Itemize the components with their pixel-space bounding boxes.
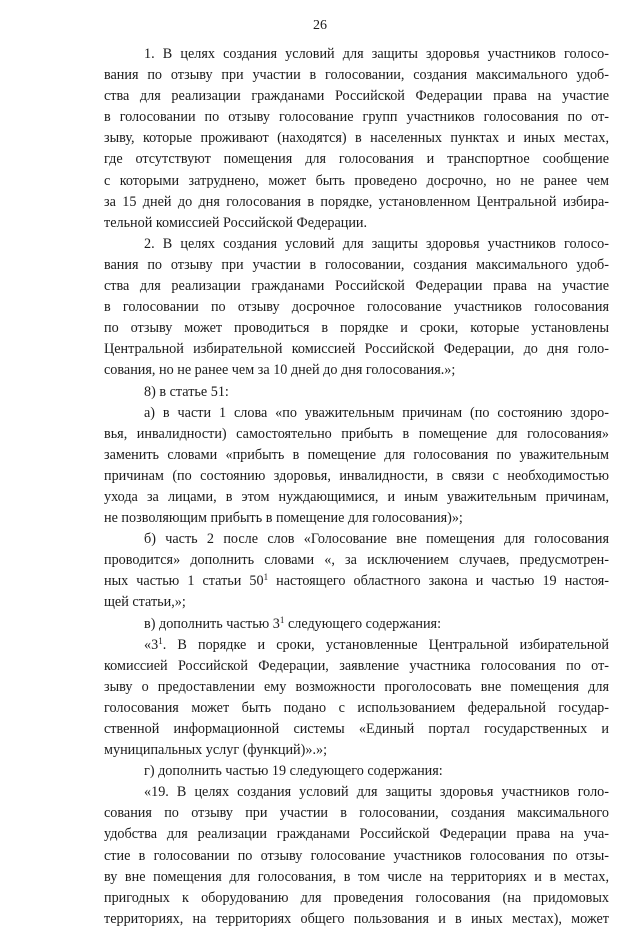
text-segment: вья, инвалидности) самостоятельно прибыть в помещение для голосования» <box>104 425 609 442</box>
text-segment: зыву, которые проживают (находятся) в населенных пунктах и иных местах, <box>104 130 609 147</box>
text-line <box>104 171 609 192</box>
text-segment: пригодных к оборудованию для проведения голосования (на придомовых <box>104 889 609 906</box>
text-line <box>104 719 609 740</box>
text-segment: причинам (по состоянию здоровья, инвалидности, в связи с необходимостью <box>104 467 609 484</box>
text-line <box>104 297 609 318</box>
text-line <box>104 487 609 508</box>
text-segment: проводится» дополнить словами «, за исключением случаев, предусмотрен- <box>104 552 609 569</box>
text-line <box>104 445 609 466</box>
text-segment: за 15 дней до дня голосования в порядке, установленном Центральной избира- <box>104 193 609 210</box>
text-segment: ства для реализации гражданами Российской Федерации права на участие <box>104 278 609 295</box>
text-segment: «19. В целях создания условий для защиты здоровья участников голо- <box>144 784 609 801</box>
text-line <box>104 761 609 782</box>
text-line <box>104 529 609 550</box>
text-line <box>104 318 609 339</box>
text-line <box>104 677 609 698</box>
text-segment: удобства для реализации гражданами Российской Федерации права на уча- <box>104 826 609 843</box>
text-segment: вания по отзыву при участии в голосовании, создания максимального удоб- <box>104 67 609 84</box>
text-line <box>104 740 609 761</box>
text-line <box>104 824 609 845</box>
text-line <box>104 846 609 867</box>
text-line <box>104 107 609 128</box>
text-segment: стие в голосовании по отзыву голосование участников голосования по отзы- <box>104 847 609 864</box>
text-line <box>104 888 609 909</box>
text-line <box>104 360 609 381</box>
text-segment: не позволяющим прибыть в помещение для голосования)»; <box>104 510 463 527</box>
superscript: 1 <box>263 572 269 583</box>
text-segment: «3 <box>144 636 159 653</box>
page-number: 26 <box>313 18 327 33</box>
text-line <box>104 234 609 255</box>
text-segment: комиссией Российской Федерации, заявление участника голосования по от- <box>104 657 609 674</box>
text-segment: настоящего областного закона и частью 19 настоя- <box>268 573 609 590</box>
text-segment: зыву о предоставлении ему возможности проголосовать вне помещения для <box>104 678 609 695</box>
text-segment: в голосовании по отзыву голосование групп участников голосования по от- <box>104 109 609 126</box>
text-segment: где отсутствуют помещения для голосования и транспортное сообщение <box>104 151 609 168</box>
text-segment: территориях, на территориях общего пользования и в иных местах), может <box>104 910 609 927</box>
text-segment: ухода за лицами, в этом нуждающимися, и иным уважительным причинам, <box>104 488 609 505</box>
text-line <box>104 466 609 487</box>
text-line <box>104 276 609 297</box>
text-segment: . В порядке и сроки, установленные Центральной избирательной <box>162 636 609 653</box>
text-line <box>104 382 609 403</box>
text-segment: 8) в статье 51: <box>144 383 229 400</box>
text-line <box>104 424 609 445</box>
text-segment: ства для реализации гражданами Российской Федерации права на участие <box>104 88 609 105</box>
text-segment: заменить словами «прибыть в помещение для голосования по уважительным <box>104 446 609 463</box>
text-segment: следующего содержания: <box>284 615 442 632</box>
text-segment: в) дополнить частью 3 <box>144 615 280 632</box>
text-segment: а) в части 1 слова «по уважительным причинам (по состоянию здоро- <box>144 404 609 421</box>
text-line <box>104 782 609 803</box>
text-segment: голосования может быть подано с использованием федеральной государ- <box>104 699 609 716</box>
text-segment: ственной информационной системы «Единый портал государственных и <box>104 721 609 737</box>
text-line <box>104 65 609 86</box>
text-line <box>104 867 609 888</box>
superscript: 1 <box>158 635 163 646</box>
text-segment: ву вне помещения для голосования, в том числе на территориях и в местах, <box>104 868 609 885</box>
text-segment: тельной комиссией Российской Федерации. <box>104 214 368 231</box>
text-line <box>104 550 609 571</box>
text-segment: ных частью 1 статьи 50 <box>104 573 264 590</box>
text-line <box>104 149 609 170</box>
text-line <box>104 635 609 656</box>
text-line <box>104 128 609 149</box>
text-segment: вания по отзыву при участии в голосовании, создания максимального удоб- <box>104 256 609 273</box>
text-line <box>104 571 609 592</box>
text-line <box>104 86 609 107</box>
superscript: 1 <box>279 614 285 625</box>
text-line <box>104 339 609 360</box>
text-line <box>104 656 609 677</box>
text-segment: по отзыву может проводиться в порядке и сроки, которые установлены <box>104 320 609 337</box>
text-line <box>104 403 609 424</box>
text-segment: Центральной избирательной комиссией Российской Федерации, до дня голо- <box>104 341 609 358</box>
text-line <box>104 192 609 213</box>
text-line <box>104 255 609 276</box>
text-segment: щей статьи,»; <box>104 594 186 611</box>
text-segment: муниципальных услуг (функций)».»; <box>104 742 328 759</box>
text-segment: сования, но не ранее чем за 10 дней до дня голосования.»; <box>104 362 456 379</box>
text-line <box>104 213 609 234</box>
text-line <box>104 909 609 930</box>
text-line <box>104 44 609 65</box>
text-segment: сования по отзыву при участии в голосовании, создания максимального <box>104 805 609 822</box>
text-segment: в голосовании по отзыву досрочное голосование участников голосования <box>104 299 609 316</box>
text-segment: с которыми затруднено, может быть проведено досрочно, но не ранее чем <box>104 172 609 189</box>
text-segment: 2. В целях создания условий для защиты здоровья участников голосо- <box>144 235 609 252</box>
text-segment: 1. В целях создания условий для защиты здоровья участников голосо- <box>144 46 609 62</box>
text-line <box>104 508 609 529</box>
text-line <box>104 803 609 824</box>
text-line <box>104 592 609 613</box>
text-segment: б) часть 2 после слов «Голосование вне помещения для голосования <box>144 531 609 548</box>
text-segment: г) дополнить частью 19 следующего содержания: <box>144 763 443 780</box>
document-body <box>104 44 609 930</box>
text-line <box>104 698 609 719</box>
text-line <box>104 614 609 635</box>
